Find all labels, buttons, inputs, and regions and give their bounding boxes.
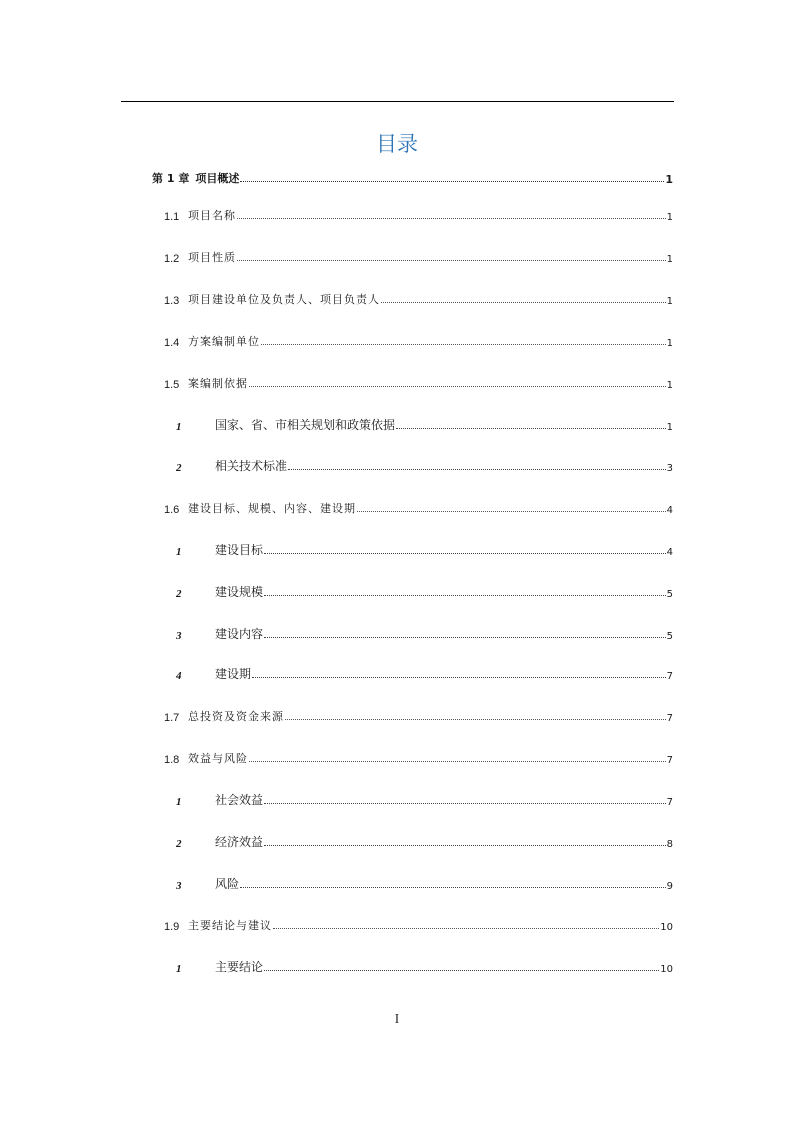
toc-entry-number: 1 bbox=[176, 421, 182, 433]
toc-entry-page: 4 bbox=[666, 505, 673, 516]
toc-entry-number: 1.2 bbox=[164, 253, 180, 265]
dot-leader bbox=[252, 677, 666, 678]
toc-entry-number: 1.5 bbox=[164, 379, 180, 391]
dot-leader bbox=[240, 181, 664, 182]
toc-entry-page: 7 bbox=[666, 755, 673, 766]
toc-entry-1-6-4[interactable] bbox=[176, 664, 673, 682]
dot-leader bbox=[240, 887, 666, 888]
toc-entry-number: 1 bbox=[176, 546, 182, 558]
toc-entry-page: 9 bbox=[666, 881, 673, 892]
toc-entry-number: 3 bbox=[176, 630, 182, 642]
toc-entry-1-5-1[interactable] bbox=[176, 415, 673, 433]
dot-leader bbox=[264, 970, 659, 971]
toc-entry-number: 1.4 bbox=[164, 337, 180, 349]
toc-entry-number: 2 bbox=[176, 462, 182, 474]
toc-entry-number: 1.1 bbox=[164, 211, 180, 223]
toc-entry-label: 项目性质 bbox=[188, 251, 236, 264]
toc-entry-page: 1 bbox=[666, 422, 673, 433]
toc-entry-label: 案编制依据 bbox=[188, 377, 248, 390]
dot-leader bbox=[273, 928, 659, 929]
toc-entry-label: 建设期 bbox=[215, 667, 252, 681]
toc-entry-label: 建设目标、规模、内容、建设期 bbox=[188, 502, 356, 515]
toc-title: 目录 bbox=[376, 132, 418, 156]
dot-leader bbox=[237, 260, 666, 261]
toc-entry-chapter-1[interactable] bbox=[152, 168, 673, 186]
toc-entry-1-8-2[interactable] bbox=[176, 832, 673, 850]
dot-leader bbox=[261, 344, 666, 345]
toc-entry-1-4[interactable] bbox=[164, 331, 673, 349]
toc-entry-label: 项目名称 bbox=[188, 209, 236, 222]
dot-leader bbox=[264, 845, 666, 846]
dot-leader bbox=[264, 553, 666, 554]
toc-entry-page: 7 bbox=[666, 797, 673, 808]
dot-leader bbox=[285, 719, 666, 720]
page-number: I bbox=[394, 1012, 400, 1027]
toc-entry-label: 社会效益 bbox=[215, 793, 264, 807]
dot-leader bbox=[264, 637, 666, 638]
dot-leader bbox=[237, 218, 666, 219]
toc-entry-number: 1.7 bbox=[164, 712, 180, 724]
dot-leader bbox=[264, 803, 666, 804]
toc-entry-number: 1.9 bbox=[164, 921, 180, 933]
toc-entry-number: 1.3 bbox=[164, 295, 180, 307]
toc-entry-number: 1 bbox=[176, 963, 182, 975]
toc-entry-number: 1.8 bbox=[164, 754, 180, 766]
dot-leader bbox=[381, 302, 666, 303]
toc-entry-page: 1 bbox=[666, 296, 673, 307]
toc-entry-page: 7 bbox=[666, 671, 673, 682]
toc-entry-label: 建设内容 bbox=[215, 627, 264, 641]
toc-entry-1-7[interactable] bbox=[164, 706, 673, 724]
toc-entry-number: 2 bbox=[176, 588, 182, 600]
toc-entry-label: 项目概述 bbox=[195, 172, 240, 185]
dot-leader bbox=[288, 469, 666, 470]
toc-entry-page: 5 bbox=[666, 631, 673, 642]
toc-entry-page: 7 bbox=[666, 713, 673, 724]
toc-entry-1-9-1[interactable] bbox=[176, 957, 673, 975]
toc-entry-label: 风险 bbox=[215, 877, 240, 891]
toc-entry-1-5[interactable] bbox=[164, 373, 673, 391]
toc-entry-page: 8 bbox=[666, 839, 673, 850]
dot-leader bbox=[249, 386, 666, 387]
toc-entry-page: 5 bbox=[666, 589, 673, 600]
dot-leader bbox=[357, 511, 666, 512]
toc-entry-label: 经济效益 bbox=[215, 835, 264, 849]
dot-leader bbox=[396, 428, 666, 429]
toc-entry-label: 主要结论 bbox=[215, 960, 264, 974]
toc-entry-label: 相关技术标准 bbox=[215, 459, 288, 473]
toc-entry-label: 国家、省、市相关规划和政策依据 bbox=[215, 418, 396, 432]
toc-entry-page: 1 bbox=[666, 212, 673, 223]
toc-entry-number: 1.6 bbox=[164, 504, 180, 516]
toc-entry-1-1[interactable] bbox=[164, 205, 673, 223]
toc-entry-label: 效益与风险 bbox=[188, 752, 248, 765]
toc-entry-1-6-1[interactable] bbox=[176, 540, 673, 558]
toc-entry-1-6[interactable] bbox=[164, 498, 673, 516]
toc-entry-1-5-2[interactable] bbox=[176, 456, 673, 474]
header-rule bbox=[121, 101, 674, 102]
dot-leader bbox=[264, 595, 666, 596]
toc-entry-number: 第 1 章 bbox=[152, 172, 190, 185]
toc-entry-number: 4 bbox=[176, 670, 182, 682]
toc-entry-page: 4 bbox=[666, 547, 673, 558]
toc-entry-label: 项目建设单位及负责人、项目负责人 bbox=[188, 293, 380, 306]
toc-entry-label: 总投资及资金来源 bbox=[188, 710, 284, 723]
toc-entry-number: 3 bbox=[176, 880, 182, 892]
toc-entry-label: 建设目标 bbox=[215, 543, 264, 557]
toc-entry-page: 1 bbox=[666, 380, 673, 391]
dot-leader bbox=[249, 761, 666, 762]
toc-entry-label: 方案编制单位 bbox=[188, 335, 260, 348]
toc-entry-label: 主要结论与建议 bbox=[188, 919, 272, 932]
toc-entry-1-3[interactable] bbox=[164, 289, 673, 307]
toc-entry-page: 10 bbox=[660, 922, 673, 933]
toc-entry-number: 1 bbox=[176, 796, 182, 808]
toc-entry-1-6-3[interactable] bbox=[176, 624, 673, 642]
toc-entry-number: 2 bbox=[176, 838, 182, 850]
toc-entry-1-8-1[interactable] bbox=[176, 790, 673, 808]
toc-entry-page: 1 bbox=[665, 173, 673, 186]
toc-entry-page: 10 bbox=[660, 964, 673, 975]
toc-entry-label: 建设规模 bbox=[215, 585, 264, 599]
toc-entry-page: 1 bbox=[666, 338, 673, 349]
toc-entry-page: 1 bbox=[666, 254, 673, 265]
toc-entry-page: 3 bbox=[666, 463, 673, 474]
toc-entry-1-8[interactable] bbox=[164, 748, 673, 766]
toc-entry-1-9[interactable] bbox=[164, 915, 673, 933]
toc-entry-1-2[interactable] bbox=[164, 247, 673, 265]
toc-entry-1-6-2[interactable] bbox=[176, 582, 673, 600]
toc-entry-1-8-3[interactable] bbox=[176, 874, 673, 892]
